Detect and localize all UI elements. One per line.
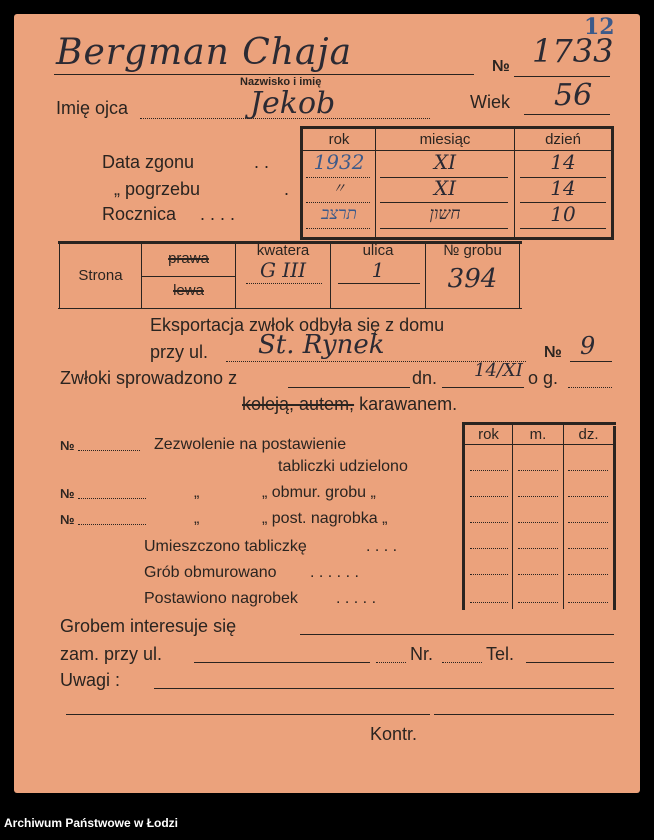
- side-right-struck: prawa: [168, 250, 209, 267]
- status-header-rok: rok: [478, 426, 499, 443]
- side-left-struck: lewa: [173, 282, 204, 299]
- grob-value: 394: [447, 264, 498, 294]
- burial-day: 14: [550, 176, 576, 200]
- permit-walling: „ obmur. grobu „: [262, 484, 376, 501]
- permit-tombstone: „ post. nagrobka „: [262, 510, 388, 527]
- nr-label: Nr.: [410, 644, 434, 664]
- anniversary-year: תרצב: [321, 204, 357, 224]
- grob-label: № grobu: [443, 242, 502, 259]
- notes-label: Uwagi :: [60, 670, 121, 690]
- dots: . . . . . .: [310, 564, 359, 581]
- grave-walled-label: Grób obmurowano: [144, 564, 277, 581]
- street-value: St. Rynek: [258, 330, 385, 360]
- number-value: 1733: [532, 32, 614, 70]
- death-day: 14: [550, 150, 576, 174]
- street-label: przy ul.: [150, 342, 209, 362]
- burial-year: 〃: [332, 181, 346, 197]
- kontr-label: Kontr.: [370, 724, 418, 744]
- dates-header-rok: rok: [328, 131, 350, 148]
- anniversary-month: חשון: [429, 204, 461, 224]
- kwatera-label: kwatera: [256, 242, 310, 259]
- permit-no-label-2: №: [60, 486, 75, 501]
- dots: . .: [254, 152, 270, 172]
- tombstone-set-label: Postawiono nagrobek: [144, 590, 298, 607]
- burial-date-label: „ pogrzebu: [114, 179, 201, 199]
- permit-plaque-line1: Zezwolenie na postawienie: [154, 436, 347, 453]
- ditto-mark: „: [194, 510, 200, 527]
- ditto-mark: „: [194, 484, 200, 501]
- date-label: dn.: [412, 368, 438, 388]
- transport-method: [242, 394, 457, 415]
- burial-month: XI: [433, 176, 457, 200]
- father-value: Jekob: [250, 86, 336, 121]
- age-value: 56: [554, 78, 593, 113]
- age-label: Wiek: [470, 92, 510, 112]
- ulica-label: ulica: [362, 242, 394, 259]
- permit-no-label-3: №: [60, 512, 75, 527]
- transport-line1: Eksportacja zwłok odbyła się z domu: [150, 315, 445, 335]
- corner-archive-number: 12: [584, 14, 615, 40]
- ulica-value: 1: [371, 258, 385, 282]
- status-header-day: dz.: [578, 426, 599, 443]
- status-header-month: m.: [529, 426, 547, 443]
- father-label: Imię ojca: [56, 98, 129, 118]
- number-label: №: [492, 58, 510, 75]
- anniversary-label: Rocznica: [102, 204, 177, 224]
- dots: . . . .: [366, 538, 398, 555]
- brought-from-label: Zwłoki sprowadzono z: [60, 368, 238, 388]
- tel-label: Tel.: [486, 644, 515, 664]
- address-label: zam. przy ul.: [60, 644, 163, 664]
- kwatera-value: G III: [259, 258, 307, 282]
- death-year: 1932: [313, 150, 365, 174]
- dots: . . . .: [200, 204, 236, 224]
- hour-label: o g.: [528, 368, 559, 388]
- house-number-value: 9: [580, 332, 596, 360]
- burial-record-card: [14, 14, 640, 793]
- plaque-placed-label: Umieszczono tabliczkę: [144, 538, 307, 555]
- death-date-label: Data zgonu: [102, 152, 195, 172]
- dots: . . . . .: [336, 590, 377, 607]
- interested-label: Grobem interesuje się: [60, 616, 237, 636]
- archive-caption: Archiwum Państwowe w Łodzi: [4, 816, 179, 830]
- dates-header-miesiac: miesiąc: [419, 131, 471, 148]
- method-struck: koleją, autem,: [242, 394, 355, 414]
- dates-header-dzien: dzień: [545, 131, 581, 148]
- method-kept: karawanem.: [359, 394, 458, 414]
- permit-no-label-1: №: [60, 438, 75, 453]
- house-number-label: №: [544, 344, 562, 361]
- permit-plaque-line2: tabliczki udzielono: [278, 458, 408, 475]
- death-month: XI: [433, 150, 457, 174]
- anniversary-day: 10: [550, 202, 576, 226]
- date-value: 14/XI: [474, 360, 523, 381]
- strona-label: Strona: [78, 267, 123, 284]
- dots: .: [284, 179, 290, 199]
- name-value: Bergman Chaja: [56, 32, 353, 73]
- name-label: Nazwisko i imię: [240, 76, 322, 88]
